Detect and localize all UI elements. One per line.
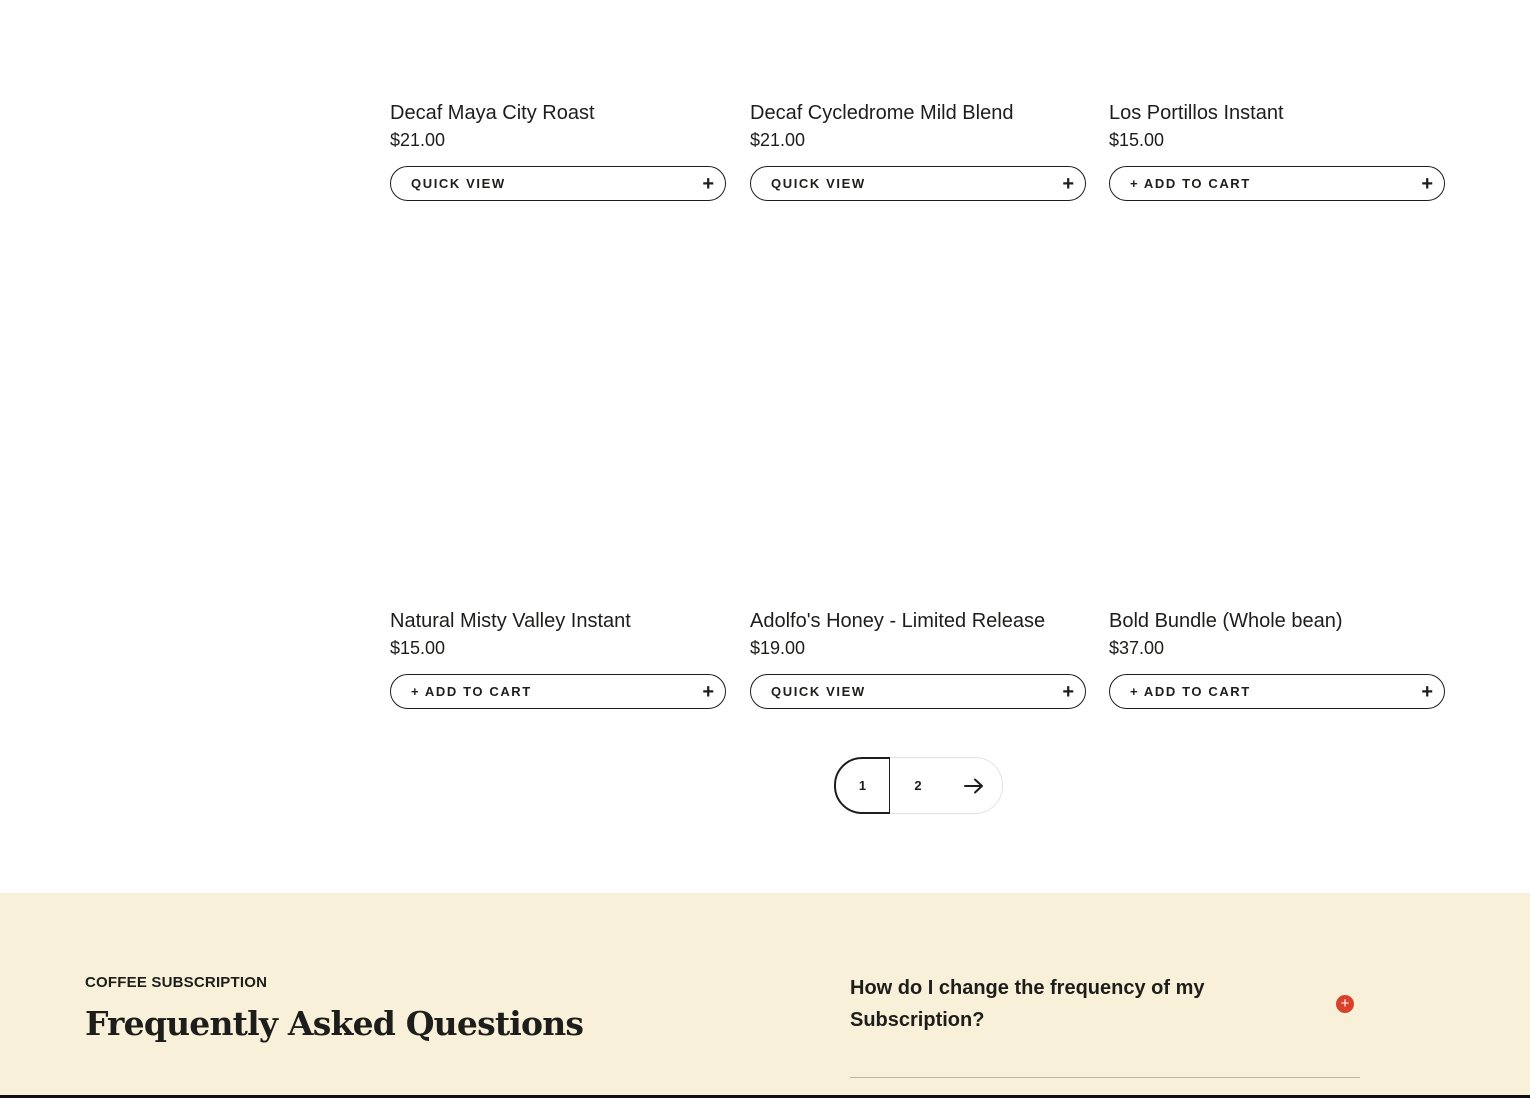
product-title[interactable]: Decaf Maya City Roast bbox=[390, 102, 595, 124]
plus-icon: + bbox=[1062, 681, 1074, 703]
quick-view-button[interactable] bbox=[750, 166, 1086, 201]
product-image[interactable] bbox=[750, 228, 1086, 603]
plus-icon: + bbox=[1421, 681, 1433, 703]
add-to-cart-button[interactable] bbox=[1109, 674, 1445, 709]
plus-icon: + bbox=[702, 173, 714, 195]
product-title[interactable]: Adolfo's Honey - Limited Release bbox=[750, 610, 1046, 632]
product-price: $19.00 bbox=[750, 638, 806, 658]
product-title[interactable]: Natural Misty Valley Instant bbox=[390, 610, 631, 632]
faq-section bbox=[0, 893, 1530, 1098]
product-title[interactable]: Decaf Cycledrome Mild Blend bbox=[750, 102, 1014, 124]
faq-question[interactable]: How do I change the frequency of my Subscription? bbox=[850, 977, 1205, 1031]
product-price: $21.00 bbox=[750, 130, 806, 150]
product-image[interactable] bbox=[1109, 228, 1445, 603]
add-to-cart-button[interactable] bbox=[390, 674, 726, 709]
next-page-button[interactable] bbox=[946, 757, 1003, 814]
product-price: $15.00 bbox=[390, 638, 446, 658]
plus-icon: + bbox=[1421, 173, 1433, 195]
page-2-button[interactable]: 2 bbox=[890, 757, 947, 814]
product-image[interactable] bbox=[750, 0, 1086, 95]
button-label: QUICK VIEW bbox=[771, 684, 866, 699]
plus-icon: + bbox=[702, 681, 714, 703]
arrow-right-icon bbox=[964, 778, 984, 794]
button-label: QUICK VIEW bbox=[771, 176, 866, 191]
page-1-button[interactable]: 1 bbox=[834, 757, 891, 814]
product-price: $21.00 bbox=[390, 130, 446, 150]
product-title[interactable]: Bold Bundle (Whole bean) bbox=[1109, 610, 1343, 632]
quick-view-button[interactable] bbox=[750, 674, 1086, 709]
button-label: + ADD TO CART bbox=[1130, 176, 1251, 191]
button-label: + ADD TO CART bbox=[1130, 684, 1251, 699]
faq-heading: Frequently Asked Questions bbox=[85, 1004, 584, 1043]
product-image[interactable] bbox=[390, 228, 726, 603]
product-price: $15.00 bbox=[1109, 130, 1165, 150]
pagination bbox=[834, 757, 1003, 814]
product-image[interactable] bbox=[390, 0, 726, 95]
button-label: QUICK VIEW bbox=[411, 176, 506, 191]
add-to-cart-button[interactable] bbox=[1109, 166, 1445, 201]
plus-icon: + bbox=[1062, 173, 1074, 195]
faq-divider bbox=[850, 1077, 1360, 1078]
product-price: $37.00 bbox=[1109, 638, 1165, 658]
product-image[interactable] bbox=[1109, 0, 1445, 95]
quick-view-button[interactable] bbox=[390, 166, 726, 201]
button-label: + ADD TO CART bbox=[411, 684, 532, 699]
faq-eyebrow: COFFEE SUBSCRIPTION bbox=[85, 974, 268, 991]
expand-plus-icon[interactable]: + bbox=[1336, 995, 1354, 1013]
product-title[interactable]: Los Portillos Instant bbox=[1109, 102, 1284, 124]
